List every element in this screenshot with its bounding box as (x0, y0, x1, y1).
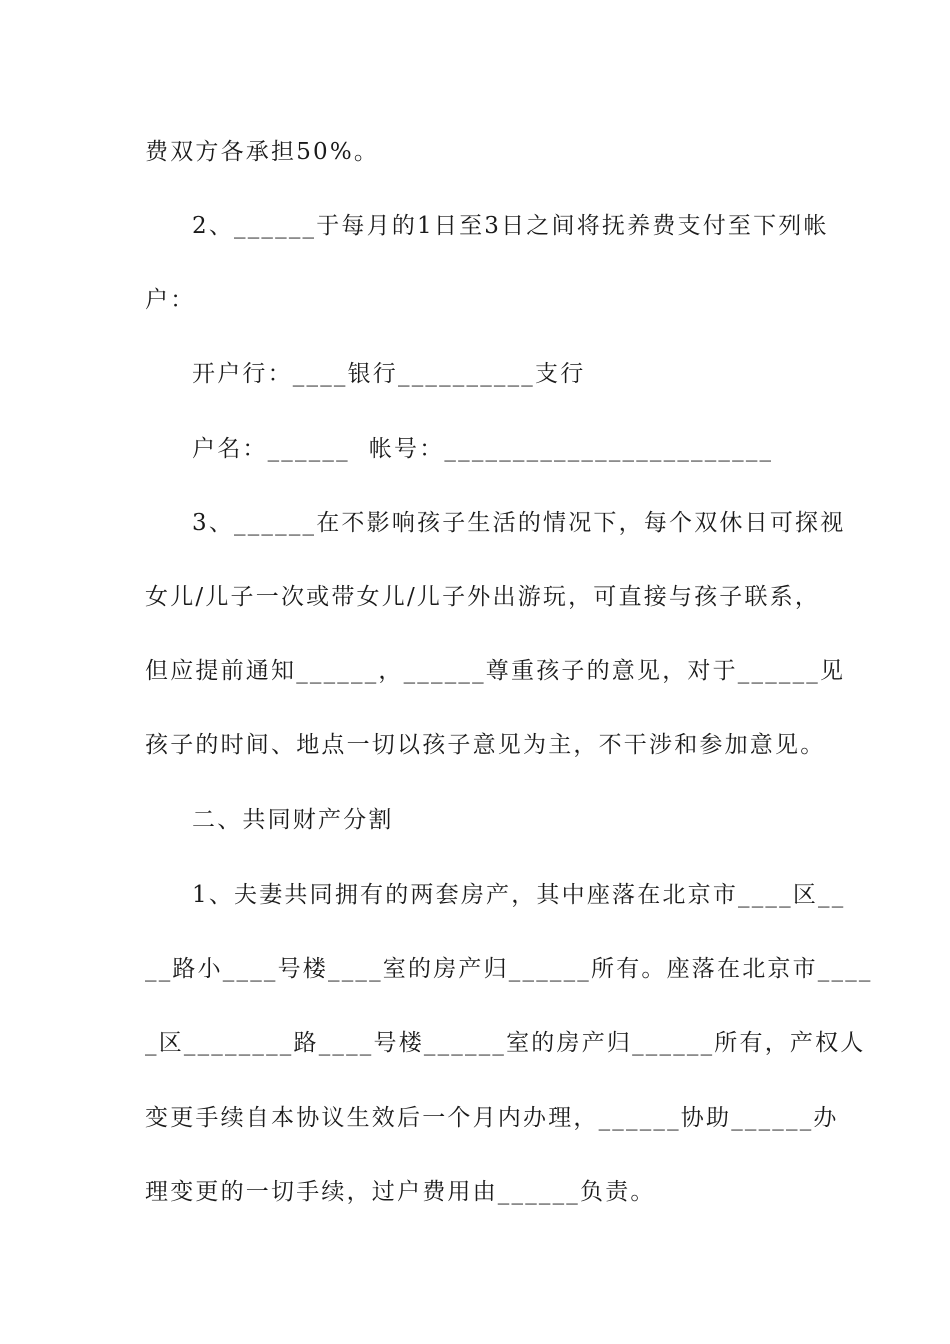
text-line-property-5: 理变更的一切手续，过户费用由______负责。 (145, 1179, 656, 1205)
text-line-visit-1: 女儿/儿子一次或带女儿/儿子外出游玩，可直接与孩子联系， (145, 584, 821, 610)
text-line-property-3: _区________路____号楼______室的房产归______所有，产权人 (145, 1030, 866, 1056)
text-line-cost-share: 费双方各承担50%。 (145, 139, 380, 165)
text-line-bank: 开户行：____银行__________支行 (192, 361, 586, 387)
text-line-property-4: 变更手续自本协议生效后一个月内办理，______协助______办 (145, 1105, 839, 1131)
text-line-property-2: __路小____号楼____室的房产归______所有。座落在北京市____ (145, 956, 873, 982)
text-line-clause-2: 2、______于每月的1日至3日之间将抚养费支付至下列帐 (192, 213, 829, 239)
text-line-visit-2: 但应提前通知______，______尊重孩子的意见，对于______见 (145, 658, 846, 684)
section-heading-property-division: 二、共同财产分割 (192, 807, 394, 833)
text-line-property-1: 1、夫妻共同拥有的两套房产，其中座落在北京市____区__ (192, 882, 846, 908)
text-line-account-name-number: 户名：______ 帐号：________________________ (192, 436, 774, 462)
text-line-visit-3: 孩子的时间、地点一切以孩子意见为主，不干涉和参加意见。 (145, 732, 826, 758)
text-line-clause-3: 3、______在不影响孩子生活的情况下，每个双休日可探视 (192, 510, 846, 536)
text-line-account-label: 户： (145, 287, 196, 313)
